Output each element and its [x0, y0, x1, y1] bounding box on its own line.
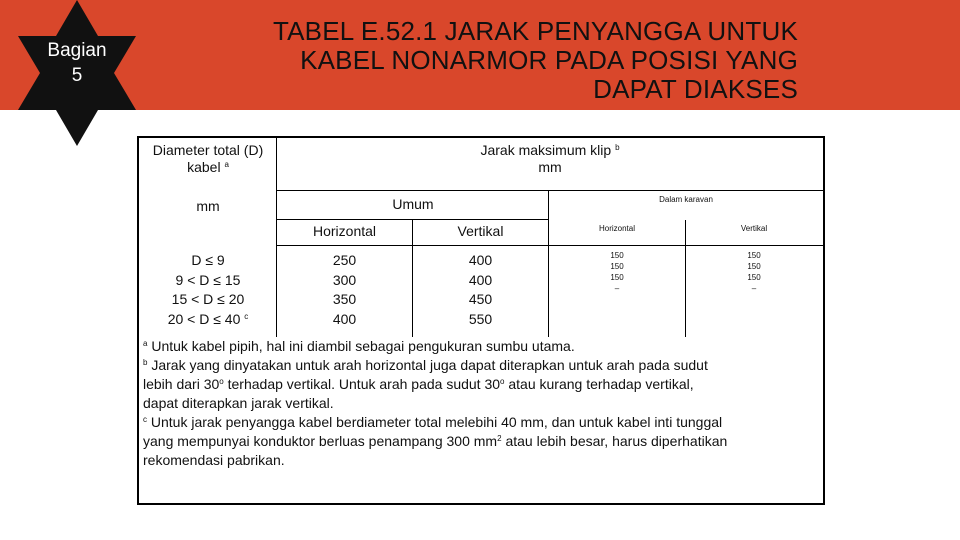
group-header-umum: Umum — [392, 196, 434, 212]
umum-horizontal-row-3: 350 — [332, 291, 357, 307]
rule-below-umum-header — [277, 219, 549, 220]
umum-horizontal-row-4: 400 — [332, 310, 357, 327]
umum-horizontal-values — [277, 251, 412, 329]
caravan-horizontal-values — [549, 250, 685, 294]
caravan-horizontal-row-4: – — [614, 284, 620, 293]
title-line-2: KABEL NONARMOR PADA POSISI YANG — [300, 45, 798, 75]
footnote-a: $^a$ Untuk kabel pipih, hal ini diambil sebagai pengukuran sumbu utama. — [143, 338, 575, 354]
main-header — [277, 142, 823, 176]
section-badge-label — [28, 38, 126, 88]
caravan-horizontal-row-3: 150 — [610, 273, 624, 282]
section-badge-word: Bagian — [47, 40, 107, 61]
group-header-caravan: Dalam karavan — [659, 195, 713, 204]
section-badge-number: 5 — [71, 65, 83, 86]
diameter-row-4: 20 < D ≤ 40 $^c$ — [167, 310, 249, 327]
caravan-vertikal-row-3: 150 — [747, 273, 761, 282]
title-line-1: TABEL E.52.1 JARAK PENYANGGA UNTUK — [272, 16, 798, 46]
caravan-horizontal-row-2: 150 — [610, 262, 624, 271]
subheader-caravan-vertikal: Vertikal — [740, 224, 768, 233]
subheader-umum-horizontal: Horizontal — [312, 223, 377, 239]
title-line-3: DAPAT DIAKSES — [593, 74, 798, 104]
caravan-horizontal-row-1: 150 — [610, 251, 624, 260]
footnote-c-line1: $^c$ Untuk jarak penyangga kabel berdiameter total melebihi 40 mm, dan untuk kabel inti tunggal — [143, 414, 723, 430]
diameter-row-3: 15 < D ≤ 20 — [171, 291, 245, 307]
umum-horizontal-row-1: 250 — [332, 252, 357, 268]
diameter-row-1: D ≤ 9 — [191, 252, 225, 268]
rule-below-main-header — [277, 190, 823, 191]
caravan-vertikal-row-1: 150 — [747, 251, 761, 260]
table-footnotes — [143, 337, 819, 470]
page-title — [160, 17, 798, 104]
umum-vertikal-row-4: 550 — [468, 310, 493, 327]
col-diameter-unit: mm — [196, 198, 220, 214]
col-diameter-header-line2: kabel $^a$ — [187, 159, 229, 175]
footnote-c-line3: rekomendasi pabrikan. — [143, 452, 285, 468]
caravan-vertikal-row-4: – — [751, 284, 757, 293]
col-diameter-header-line1: Diameter total (D) — [152, 142, 264, 158]
subheader-caravan-horizontal: Horizontal — [598, 224, 635, 233]
footnote-b-line3: dapat diterapkan jarak vertikal. — [143, 395, 334, 411]
main-header-line2: mm — [538, 159, 562, 175]
col-diameter-header — [140, 142, 276, 176]
umum-vertikal-row-1: 400 — [468, 252, 493, 268]
rule-below-subheaders — [277, 245, 549, 246]
main-header-line1: Jarak maksimum klip $^b$ — [480, 142, 620, 158]
umum-horizontal-row-2: 300 — [332, 271, 357, 288]
umum-vertikal-row-2: 400 — [468, 271, 493, 288]
caravan-vertikal-row-2: 150 — [747, 262, 761, 271]
diameter-values — [140, 251, 276, 329]
umum-vertikal-values — [413, 251, 548, 329]
footnote-c-line2: yang mempunyai konduktor berluas penampang 300 $mm^2$ atau lebih besar, harus diperhatikan — [143, 433, 728, 449]
caravan-vertikal-values — [686, 250, 822, 294]
umum-vertikal-row-3: 450 — [468, 291, 493, 307]
subheader-umum-vertikal: Vertikal — [457, 223, 504, 239]
rule-below-caravan-subheaders — [549, 245, 823, 246]
footnote-b-line2: lebih dari 30$^o$ terhadap vertikal. Untuk arah pada sudut 30$^o$ atau kurang terhadap vertikal, — [143, 376, 694, 392]
diameter-row-2: 9 < D ≤ 15 — [175, 271, 241, 288]
footnote-b-line1: $^b$ Jarak yang dinyatakan untuk arah horizontal juga dapat diterapkan untuk arah pada sudut — [143, 357, 708, 373]
